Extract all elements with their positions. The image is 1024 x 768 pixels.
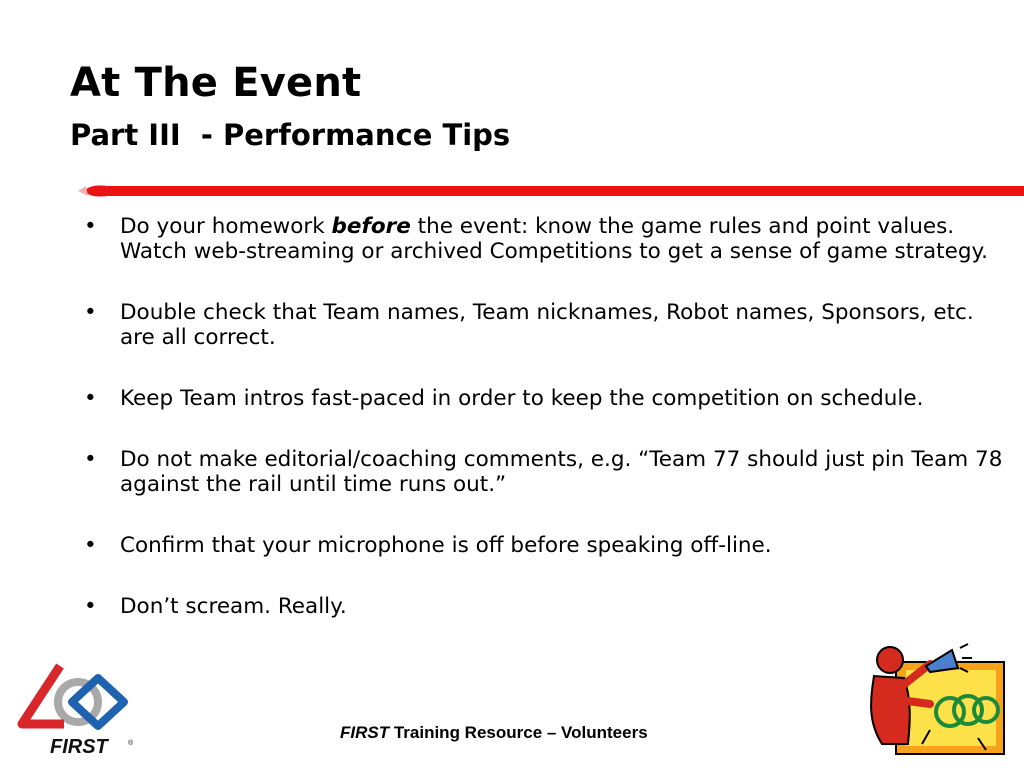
bullet-marker: • xyxy=(84,214,97,239)
slide-footer xyxy=(340,723,648,743)
bullet-item xyxy=(84,533,1004,558)
slide-title: At The Event xyxy=(70,60,362,106)
bullet-text: Double check that Team names, Team nicknames, Robot names, Sponsors, etc. are all correct. xyxy=(120,300,974,350)
bullet-item xyxy=(84,214,1004,264)
slide-subtitle: Part III - Performance Tips xyxy=(70,118,511,152)
footer-brand: FIRST xyxy=(340,723,390,742)
bullet-text: Confirm that your microphone is off before speaking off-line. xyxy=(120,533,772,558)
bullet-marker: • xyxy=(84,533,97,558)
bullet-text: Don’t scream. Really. xyxy=(120,594,347,619)
svg-text:®: ® xyxy=(128,740,134,747)
emphasis-before: before xyxy=(331,214,411,239)
bullet-marker: • xyxy=(84,594,97,619)
first-wordmark: FIRST xyxy=(50,736,108,758)
bullet-item xyxy=(84,386,1004,411)
bullet-marker: • xyxy=(84,386,97,411)
bullet-list xyxy=(84,214,1004,655)
footer-text: Training Resource – Volunteers xyxy=(389,723,648,742)
megaphone-person-clipart-icon xyxy=(860,640,1010,760)
bullet-item xyxy=(84,447,1004,497)
first-logo-icon xyxy=(16,658,140,762)
bullet-marker: • xyxy=(84,447,97,472)
title-divider-rule xyxy=(78,182,1024,200)
bullet-item xyxy=(84,300,1004,350)
bullet-text: Do not make editorial/coaching comments, e.g. “Team 77 should just pin Team 78 against the rail until time runs out.” xyxy=(120,447,1003,497)
bullet-text: Keep Team intros fast-paced in order to keep the competition on schedule. xyxy=(120,386,924,411)
bullet-item xyxy=(84,594,1004,619)
bullet-marker: • xyxy=(84,300,97,325)
bullet-text: Do your homework before the event: know the game rules and point values. Watch web-streaming or archived Competitions to get a sense of game strategy. xyxy=(120,214,988,264)
